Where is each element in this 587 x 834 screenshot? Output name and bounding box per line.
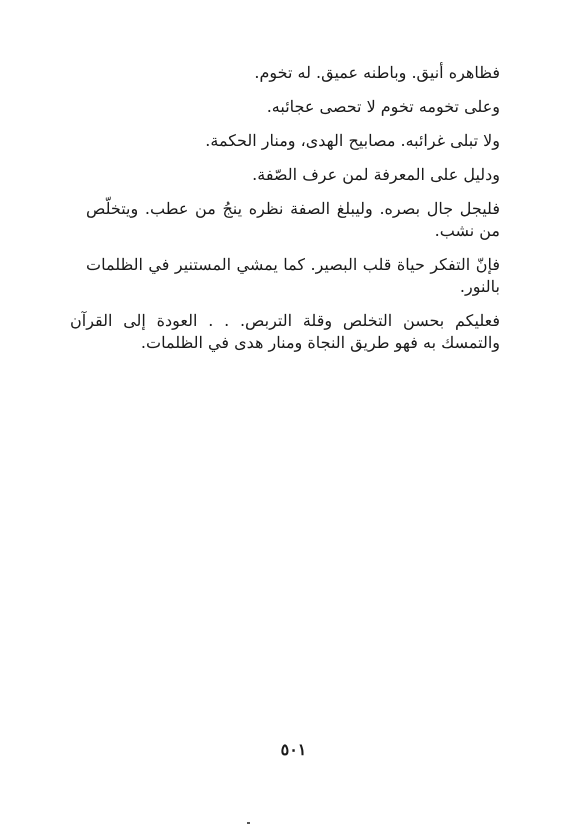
paragraph-5: فليجل جال بصره. وليبلغ الصفة نظره ينجُ من عطب. ويتخلّص من نشب. xyxy=(86,199,500,240)
paragraph-6: فإنّ التفكر حياة قلب البصير. كما يمشي المستنير في الظلمات بالنور. xyxy=(86,255,500,296)
paragraph-3: ولا تبلى غرائبه. مصابيح الهدى، ومنار الحكمة. xyxy=(205,131,500,150)
paragraph-7: فعليكم بحسن التخلص وقلة التربص. . . العودة إلى القرآن والتمسك به فهو طريق النجاة ومنار هدى في الظلمات. xyxy=(70,311,500,352)
scan-speck xyxy=(247,822,250,824)
paragraph-4: ودليل على المعرفة لمن عرف الصّفة. xyxy=(252,165,500,184)
paragraph-1: فظاهره أنيق. وباطنه عميق. له تخوم. xyxy=(254,63,500,82)
body-text xyxy=(70,62,500,366)
page-number: ٥٠١ xyxy=(280,740,307,759)
paragraph-2: وعلى تخومه تخوم لا تحصى عجائبه. xyxy=(266,97,500,116)
